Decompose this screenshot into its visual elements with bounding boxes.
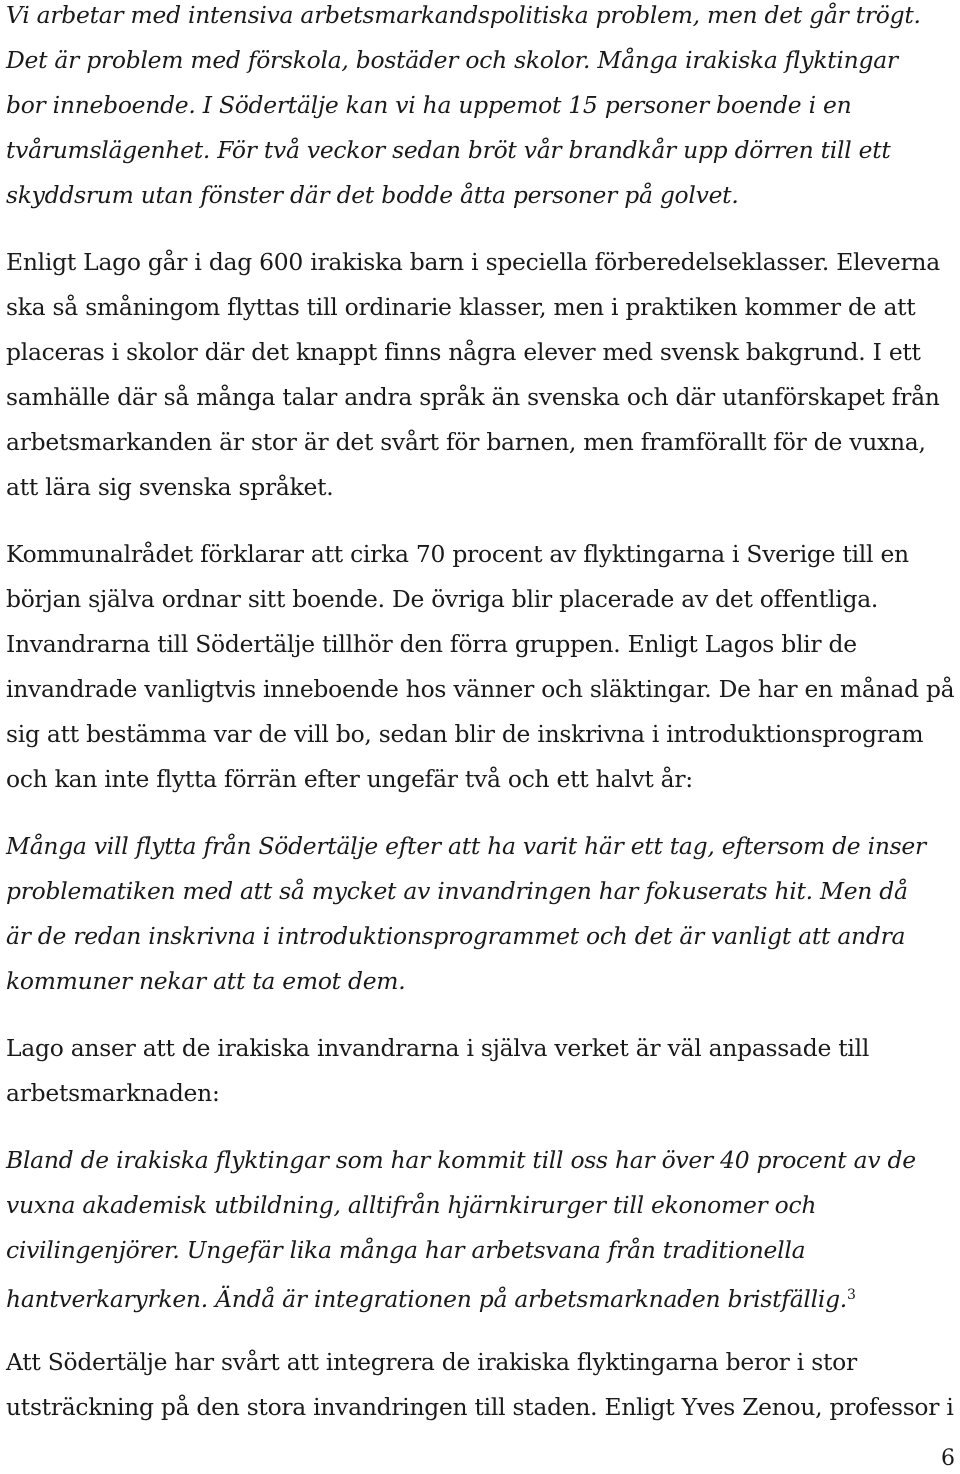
text-line: skyddsrum utan fönster där det bodde åtta personer på golvet. [6,181,739,209]
footnote-marker[interactable]: 3 [847,1287,856,1303]
text-line: Att Södertälje har svårt att integrera de irakiska flyktingarna beror i stor [6,1348,857,1376]
text-line-content: hantverkaryrken. Ändå är integrationen på arbetsmarknaden bristfällig. [6,1285,847,1313]
text-line: Vi arbetar med intensiva arbetsmarkandspolitiska problem, men det går trögt. [6,1,921,29]
text-line: sig att bestämma var de vill bo, sedan blir de inskrivna i introduktionsprogram [6,720,924,748]
text-line: utsträckning på den stora invandringen till staden. Enligt Yves Zenou, professor i [6,1393,954,1421]
text-line: invandrade vanligtvis inneboende hos vänner och släktingar. De har en månad på [6,675,955,703]
text-line: Bland de irakiska flyktingar som har kommit till oss har över 40 procent av de [6,1146,916,1174]
text-line: arbetsmarknaden: [6,1079,220,1107]
text-line: placeras i skolor där det knappt finns några elever med svensk bakgrund. I ett [6,338,921,366]
text-line: början själva ordnar sitt boende. De övriga blir placerade av det offentliga. [6,585,879,613]
text-line: arbetsmarkanden är stor är det svårt för barnen, men framförallt för de vuxna, [6,428,926,456]
text-line: Lago anser att de irakiska invandrarna i själva verket är väl anpassade till [6,1034,870,1062]
text-line: tvårumslägenhet. För två veckor sedan bröt vår brandkår upp dörren till ett [6,136,891,164]
text-line: Invandrarna till Södertälje tillhör den förra gruppen. Enligt Lagos blir de [6,630,857,658]
text-line: Det är problem med förskola, bostäder och skolor. Många irakiska flyktingar [6,46,898,74]
text-line: samhälle där så många talar andra språk än svenska och där utanförskapet från [6,383,940,411]
text-line: ska så småningom flyttas till ordinarie klasser, men i praktiken kommer de att [6,293,916,321]
text-line: och kan inte flytta förrän efter ungefär två och ett halvt år: [6,765,693,793]
text-line: problematiken med att så mycket av invandringen har fokuserats hit. Men då [6,877,908,905]
text-line: vuxna akademisk utbildning, alltifrån hjärnkirurger till ekonomer och [6,1191,817,1219]
text-line: bor inneboende. I Södertälje kan vi ha uppemot 15 personer boende i en [6,91,852,119]
text-line: kommuner nekar att ta emot dem. [6,967,406,995]
text-line: Många vill flytta från Södertälje efter att ha varit här ett tag, eftersom de inser [6,832,926,860]
text-line [6,1280,856,1314]
page-number: 6 [941,1446,955,1471]
text-line: att lära sig svenska språket. [6,473,334,501]
text-line: Kommunalrådet förklarar att cirka 70 procent av flyktingarna i Sverige till en [6,540,909,568]
text-line: är de redan inskrivna i introduktionsprogrammet och det är vanligt att andra [6,922,906,950]
text-line: Enligt Lago går i dag 600 irakiska barn i speciella förberedelseklasser. Eleverna [6,248,940,276]
text-line: civilingenjörer. Ungefär lika många har arbetsvana från traditionella [6,1236,806,1264]
